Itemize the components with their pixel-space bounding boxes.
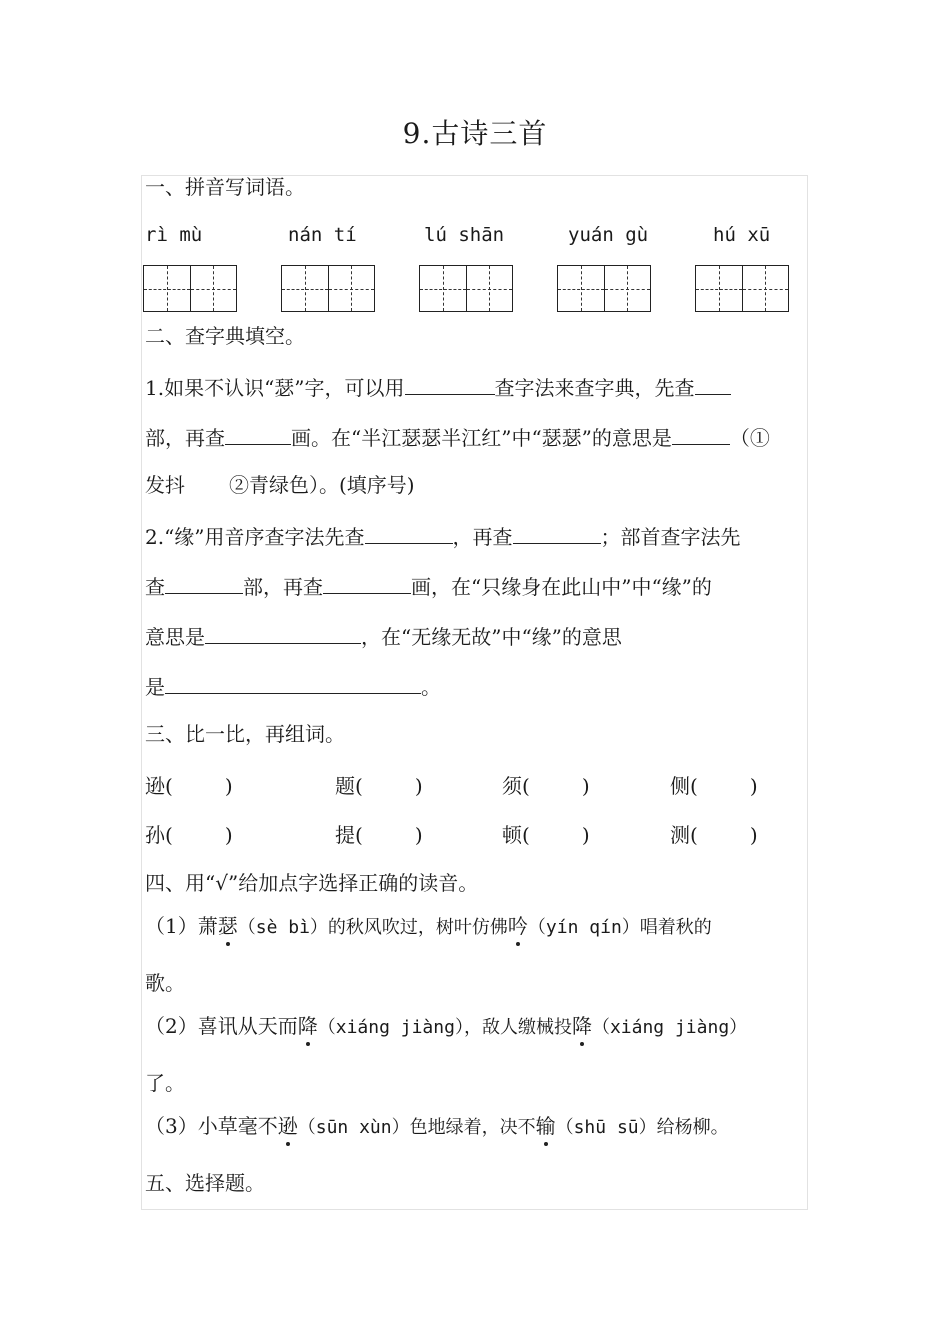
compare-item: 测( ) (670, 823, 758, 847)
writing-grid-4[interactable] (557, 265, 651, 312)
compare-item: 提( ) (335, 823, 423, 847)
question-2-1-line-2: 部，再查 画。在“半江瑟瑟半江红”中“瑟瑟”的意思是 （① (145, 422, 770, 452)
pronunciation-q2-line-2: 了。 (145, 1071, 185, 1095)
pronunciation-q3-line-1: （3）小草毫不逊（sūn xùn）色地绿着，决不输（shū sū）给杨柳。 (145, 1114, 729, 1138)
compare-item: 侧( ) (670, 774, 758, 798)
pinyin-4: yuán gù (568, 224, 649, 246)
pronunciation-q1-line-2: 歌。 (145, 971, 185, 995)
writing-grid-5[interactable] (695, 265, 789, 312)
answer-blank[interactable] (165, 671, 421, 694)
question-2-2-line-1: 2.“缘”用音序查字法先查 ，再查 ；部首查字法先 (145, 521, 741, 551)
answer-blank[interactable] (165, 571, 243, 594)
pronunciation-q1-line-1: （1）萧瑟（sè bì）的秋风吹过，树叶仿佛吟（yín qín）唱着秋的 (145, 914, 712, 938)
answer-blank[interactable] (695, 372, 731, 395)
section-1-heading: 一、拼音写词语。 (145, 175, 305, 199)
answer-blank[interactable] (405, 372, 495, 395)
pinyin-5: hú xū (713, 224, 771, 246)
writing-grid-1[interactable] (143, 265, 237, 312)
compare-item: 孙( ) (145, 823, 233, 847)
pronunciation-q2-line-1: （2）喜讯从天而降（xiáng jiàng），敌人缴械投降（xiáng jiàng） (145, 1014, 748, 1038)
section-2-heading: 二、查字典填空。 (145, 324, 305, 348)
answer-blank[interactable] (225, 422, 291, 445)
answer-blank[interactable] (323, 571, 411, 594)
compare-item: 逊( ) (145, 774, 233, 798)
question-2-1-line-3: 发抖 ②青绿色）。(填序号) (145, 473, 415, 497)
writing-grid-3[interactable] (419, 265, 513, 312)
answer-blank[interactable] (365, 521, 453, 544)
writing-grid-2[interactable] (281, 265, 375, 312)
answer-blank[interactable] (513, 521, 601, 544)
pinyin-3: lú shān (424, 224, 505, 246)
section-5-heading: 五、选择题。 (145, 1171, 265, 1195)
compare-item: 顿( ) (502, 823, 590, 847)
question-2-2-line-2: 查 部，再查 画，在“只缘身在此山中”中“缘”的 (145, 571, 712, 601)
pinyin-2: nán tí (288, 224, 357, 246)
compare-item: 题( ) (335, 774, 423, 798)
answer-blank[interactable] (672, 422, 730, 445)
question-2-2-line-4: 是 。 (145, 671, 441, 701)
question-2-2-line-3: 意思是 ，在“无缘无故”中“缘”的意思 (145, 621, 622, 651)
section-4-heading: 四、用“√”给加点字选择正确的读音。 (145, 871, 479, 895)
answer-blank[interactable] (205, 621, 361, 644)
pinyin-1: rì mù (145, 224, 203, 246)
question-2-1-line-1: 1.如果不认识“瑟”字，可以用 查字法来查字典，先查 (145, 372, 731, 402)
compare-item: 须( ) (502, 774, 590, 798)
page-title: 9.古诗三首 (402, 117, 548, 150)
section-3-heading: 三、比一比，再组词。 (145, 722, 345, 746)
